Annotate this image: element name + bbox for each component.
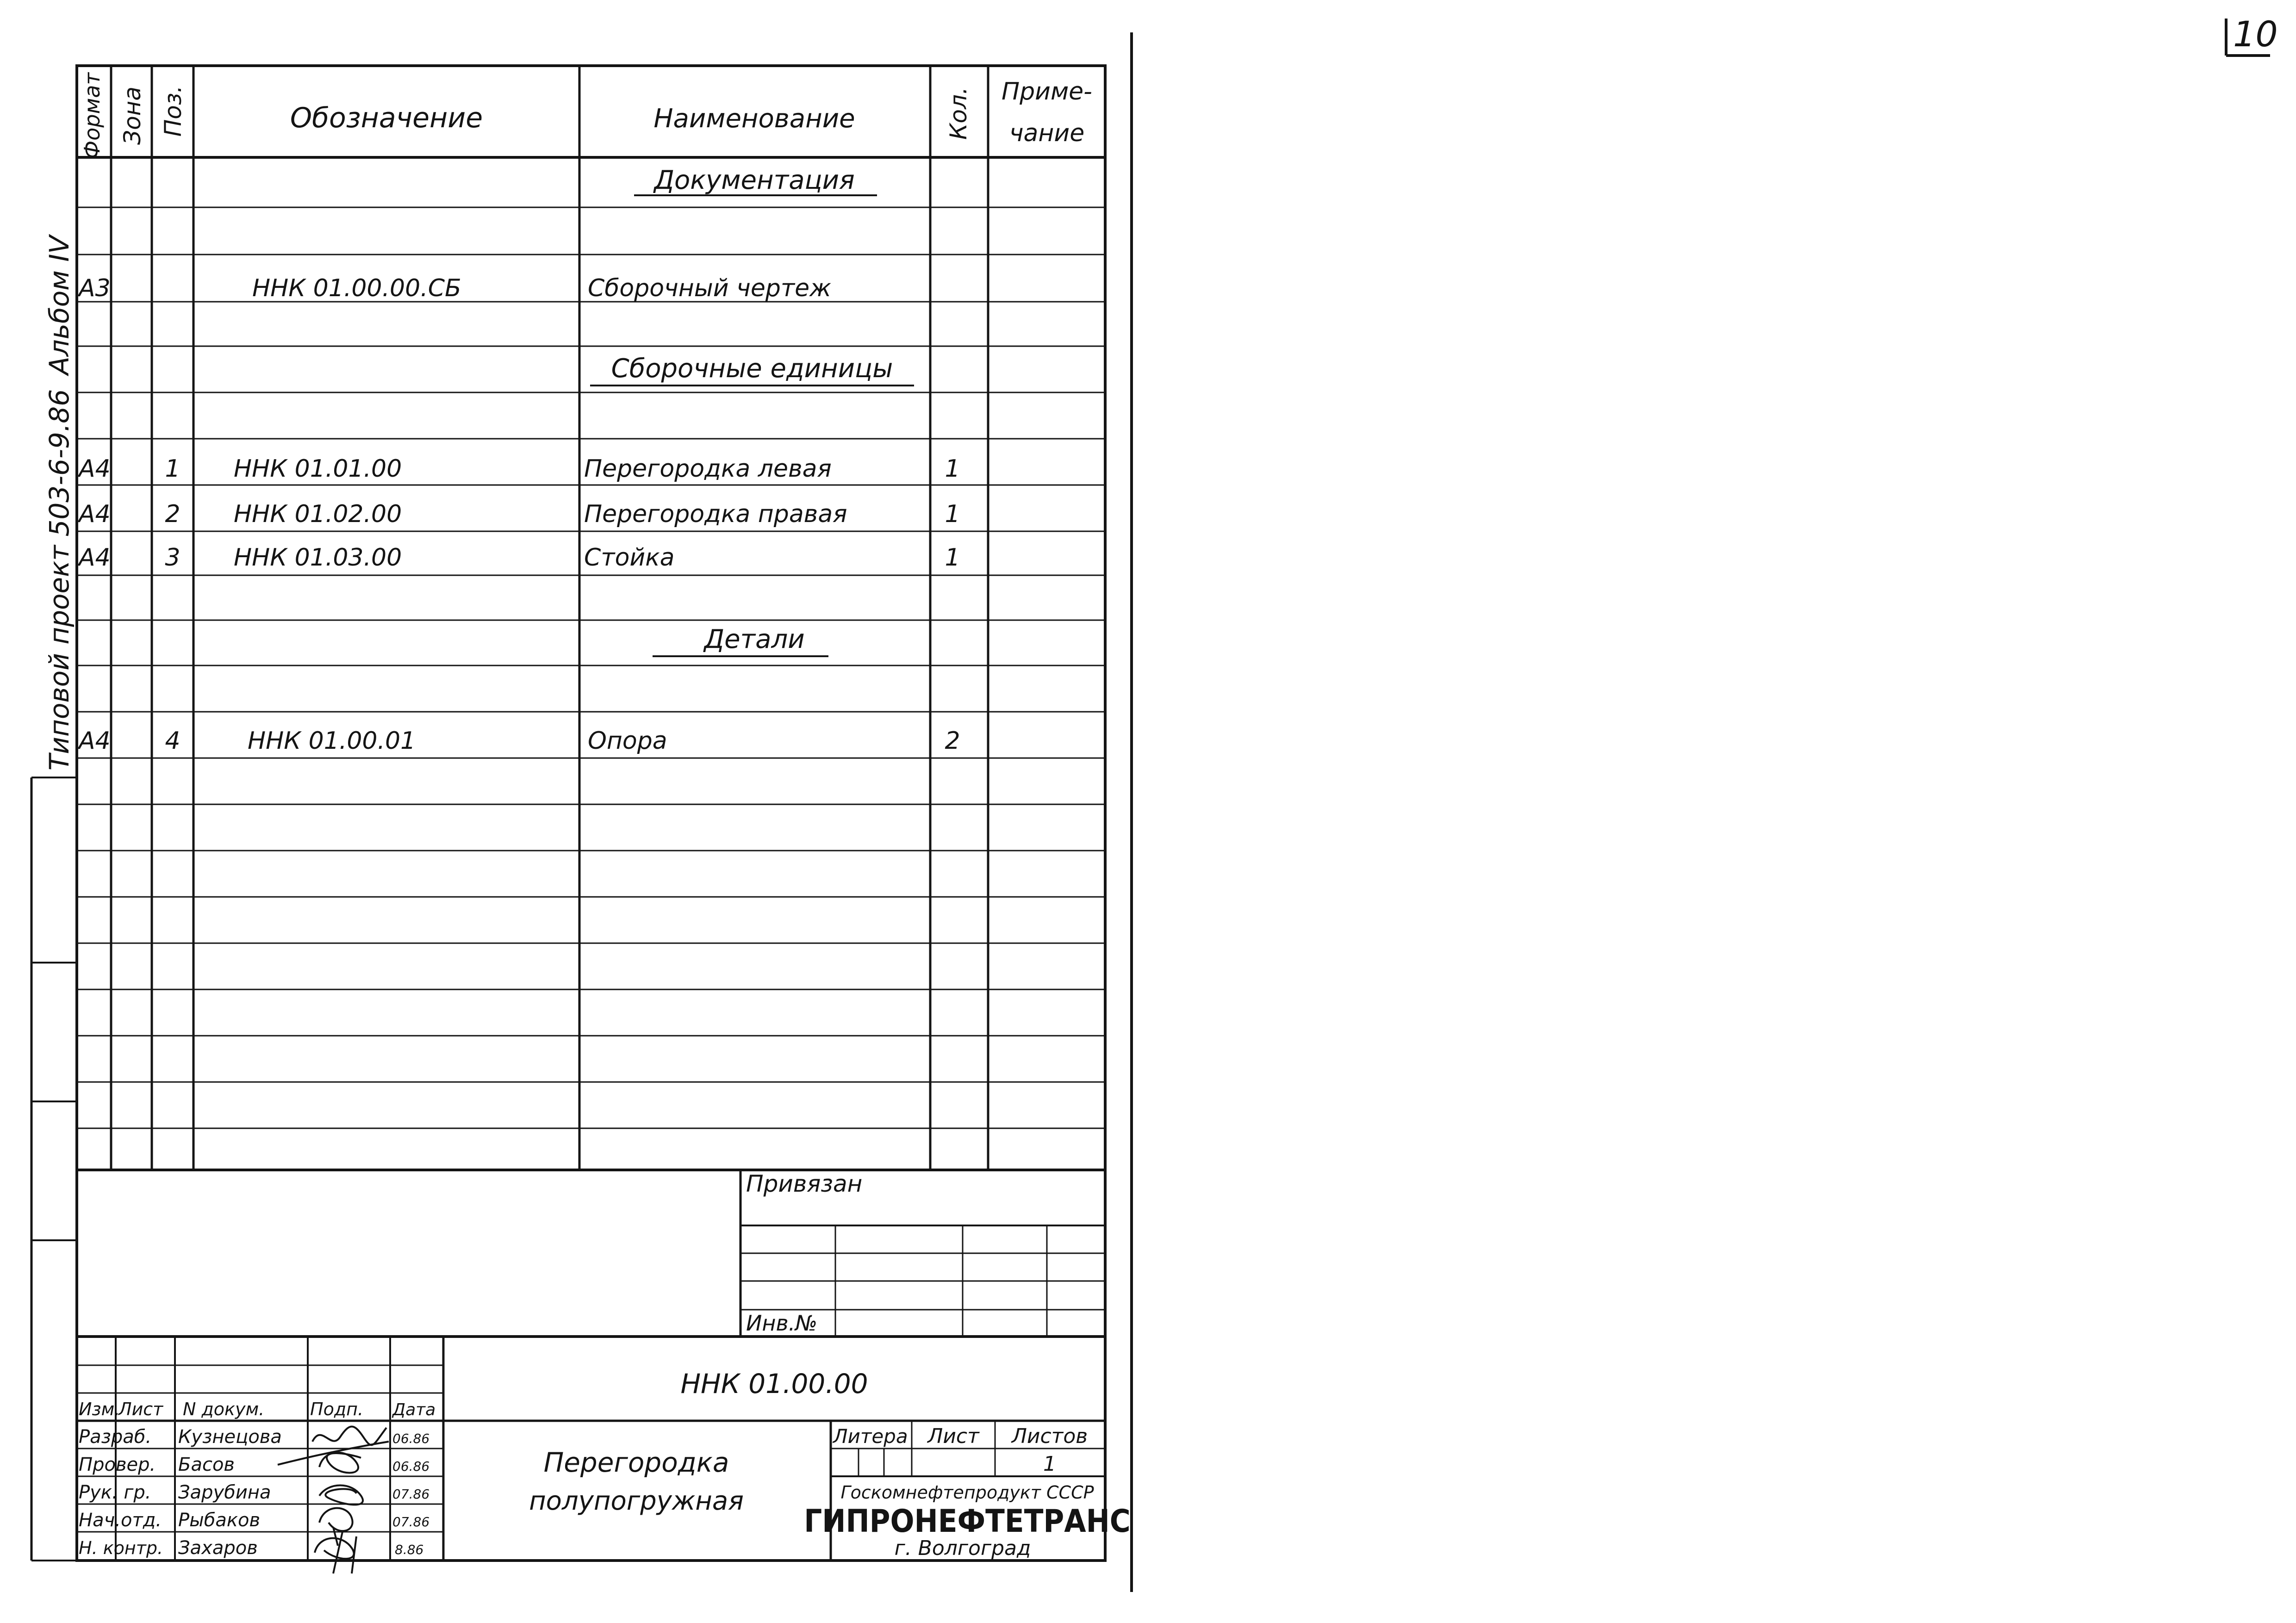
row-format: А3 <box>79 274 111 302</box>
row-pos: 2 <box>165 500 180 528</box>
section-assembly-units: Сборочные единицы <box>611 354 893 384</box>
binding-inv: Инв.№ <box>746 1311 818 1336</box>
side-project-text: Типовой проект 503-6-9.86 <box>44 389 75 771</box>
section-details: Детали <box>704 624 805 654</box>
row-grid <box>77 207 1105 1128</box>
org-line1: Госкомнефтепродукт СССР <box>840 1482 1094 1503</box>
role-norm-control: Н. контр. <box>79 1538 163 1558</box>
spec-header <box>80 72 1092 159</box>
page-number-corner <box>2226 13 2278 56</box>
person-date: 06.86 <box>392 1431 430 1446</box>
row-designation: ННК 01.03.00 <box>234 544 402 572</box>
row-qty: 1 <box>945 500 960 528</box>
row-name: Стойка <box>584 544 675 572</box>
litera-label: Литера <box>833 1425 908 1448</box>
role-dept-head: Нач.отд. <box>79 1510 162 1531</box>
row-name: Опора <box>588 727 667 755</box>
sheets-label: Листов <box>1011 1424 1088 1448</box>
title-block <box>77 1337 1131 1573</box>
row-name: Перегородка правая <box>584 500 847 528</box>
row-format: А4 <box>79 544 111 572</box>
row-pos: 4 <box>165 727 180 755</box>
binding-title: Привязан <box>746 1170 863 1197</box>
row-qty: 1 <box>945 455 960 483</box>
section-headings <box>590 165 914 656</box>
col-sign: Подп. <box>310 1399 364 1419</box>
spec-row <box>77 727 960 755</box>
org-name: ГИПРОНЕФТЕТРАНС <box>804 1503 1131 1540</box>
sheet-label: Лист <box>927 1424 979 1448</box>
row-designation: ННК 01.00.00.СБ <box>252 274 461 302</box>
side-album-text: Альбом IV <box>44 235 75 375</box>
row-pos: 1 <box>165 455 180 483</box>
row-name: Сборочный чертеж <box>588 274 831 302</box>
header-pos: Поз. <box>160 85 187 137</box>
person-name: Кузнецова <box>178 1426 282 1448</box>
header-qty: Кол. <box>945 87 972 140</box>
row-qty: 2 <box>945 727 960 755</box>
row-qty: 1 <box>945 544 960 572</box>
header-note-line2: чание <box>1009 119 1085 147</box>
header-designation: Обозначение <box>290 102 483 134</box>
header-name: Наименование <box>653 104 855 134</box>
role-group-head: Рук. гр. <box>79 1482 151 1503</box>
col-date: Дата <box>392 1400 436 1419</box>
page-number: 10 <box>2233 13 2278 55</box>
header-note-line1: Приме- <box>1002 78 1092 106</box>
spec-row <box>77 274 831 302</box>
row-designation: ННК 01.00.01 <box>248 727 416 755</box>
person-name: Басов <box>178 1454 235 1475</box>
role-checked: Провер. <box>79 1454 156 1475</box>
product-name-line1: Перегородка <box>543 1447 729 1478</box>
row-name: Перегородка левая <box>584 455 832 483</box>
sheets-value: 1 <box>1043 1452 1056 1476</box>
person-date: 06.86 <box>392 1459 430 1474</box>
role-developed: Разраб. <box>79 1426 152 1448</box>
spec-row <box>77 455 960 483</box>
person-date: 8.86 <box>395 1542 424 1557</box>
row-format: А4 <box>79 455 111 483</box>
person-date: 07.86 <box>392 1514 430 1530</box>
section-documentation: Документация <box>654 165 855 195</box>
header-zone: Зона <box>119 87 146 145</box>
person-date: 07.86 <box>392 1486 430 1502</box>
spec-row <box>77 500 960 528</box>
row-pos: 3 <box>165 544 180 572</box>
column-grid <box>111 66 988 1170</box>
org-city: г. Волгоград <box>894 1536 1031 1560</box>
spec-row <box>77 544 960 572</box>
col-doc-no: N докум. <box>183 1399 265 1419</box>
person-name: Рыбаков <box>178 1510 261 1531</box>
side-stamp <box>31 234 77 1561</box>
row-format: А4 <box>79 500 111 528</box>
row-designation: ННК 01.02.00 <box>234 500 402 528</box>
header-format: Формат <box>80 72 105 159</box>
person-name: Зарубина <box>178 1482 271 1503</box>
col-list: Лист <box>118 1399 163 1419</box>
binding-box <box>740 1170 1105 1337</box>
product-name-line2: полупогружная <box>529 1486 744 1516</box>
row-format: А4 <box>79 727 111 755</box>
doc-code: ННК 01.00.00 <box>680 1368 868 1399</box>
row-designation: ННК 01.01.00 <box>234 455 402 483</box>
person-name: Захаров <box>178 1537 258 1559</box>
col-izm: Изм. <box>79 1399 120 1419</box>
